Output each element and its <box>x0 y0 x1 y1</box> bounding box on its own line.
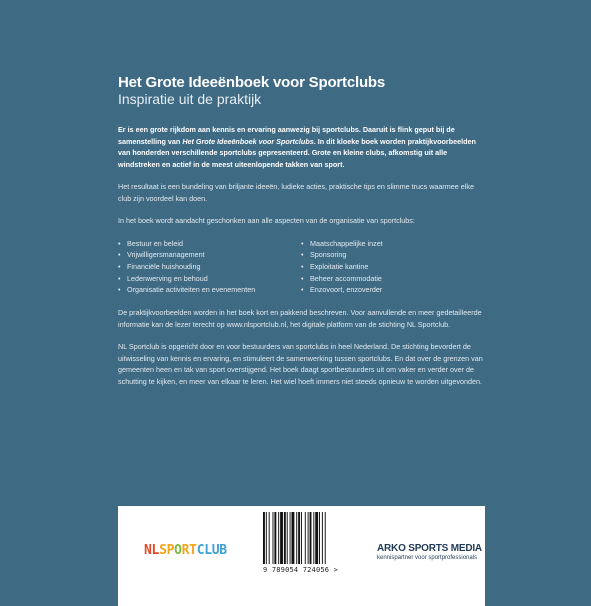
paragraph-foundation: NL Sportclub is opgericht door en voor bestuurders van sportclubs in heel Nederland. De stichting bevordert de uitwisseling van kennis en ervaring, en stimuleert de samenwerking tussen sportclubs. En dat over de grenzen van gemeenten heen en tak van sport overstijgend. Het boek daagt sportbestuurders uit om vaker en verder over de schutting te kijken, en meer van elkaar te leren. Het wiel hoeft immers niet steeds opnieuw te worden uitgevonden. <box>118 342 483 386</box>
barcode-bar <box>287 512 288 564</box>
barcode-bar <box>280 512 283 564</box>
list-item: • Vrijwilligersmanagement <box>118 249 301 261</box>
aspect-list-left <box>118 238 301 297</box>
barcode-number: 9 789054 724056 > <box>263 566 339 574</box>
intro-book-title: Het Grote Ideeënboek voor Sportclubs <box>182 136 314 146</box>
barcode-bar <box>284 512 286 564</box>
paragraph-result: Het resultaat is een bundeling van briljante ideeën, ludieke acties, praktische tips en slimme trucs waarmee elke club zijn voordeel kan doen. <box>118 182 474 203</box>
barcode-bar <box>266 512 267 564</box>
logo-o-part: O <box>174 543 182 558</box>
barcode-bar <box>319 512 320 564</box>
barcode-bar <box>310 512 312 564</box>
barcode-bar <box>296 512 297 564</box>
list-item: • Ledenwerving en behoud <box>118 273 301 285</box>
barcode-bar <box>322 512 323 564</box>
intro-paragraph <box>118 124 484 170</box>
barcode-bar <box>298 512 300 564</box>
intro-text-end: . In dit kloeke boek worden praktijkvoorbeelden van honderden verschillende sportclubs gepresenteerd. Grote en kleine clubs, afkomstig uit alle windstreken en actief in de meest uiteenlopende takken van sport. <box>118 136 476 169</box>
barcode-bar <box>274 512 276 564</box>
barcode-bar <box>292 512 295 564</box>
intro-text-start: Er is een grote rijkdom aan kennis en ervaring aanwezig bij sportclubs. Daaruit is flink geput bij de samenstelling van <box>118 125 455 146</box>
barcode-bar <box>308 512 309 564</box>
barcode-bar <box>313 512 314 564</box>
barcode-bar <box>315 512 318 564</box>
barcode-bar <box>278 512 279 564</box>
book-subtitle: Inspiratie uit de praktijk <box>118 91 262 107</box>
list-item: • Maatschappelijke inzet <box>301 238 484 250</box>
logo-sport-part: SP <box>159 543 175 558</box>
logo-club-part: CLUB <box>196 543 227 558</box>
barcode <box>263 512 348 564</box>
publisher-tagline: kennispartner voor sportprofessionals <box>377 555 478 561</box>
barcode-bar <box>290 512 291 564</box>
logo-nl-part: NL <box>144 543 160 558</box>
aspect-lists <box>118 238 484 297</box>
barcode-bar <box>273 512 274 564</box>
barcode-bar <box>305 512 306 564</box>
paragraph-examples: De praktijkvoorbeelden worden in het boek kort en pakkend beschreven. Voor aanvullende en meer gedetailleerde informatie kan de lezer terecht op www.nlsportclub.nl, het digitale platform van de stichting NL Sportclub. <box>118 308 482 329</box>
aspect-list-right <box>301 238 484 297</box>
list-item: • Enzovoort, enzoverder <box>301 284 484 296</box>
list-item: • Exploitatie kantine <box>301 261 484 273</box>
back-cover-text <box>118 74 484 398</box>
publisher-name: ARKO SPORTS MEDIA <box>377 543 482 554</box>
logo-rt-part: RT <box>181 543 197 558</box>
book-title: Het Grote Ideeënboek voor Sportclubs <box>118 74 386 91</box>
list-item: • Financiële huishouding <box>118 261 301 273</box>
paragraph-aspects: In het boek wordt aandacht geschonken aan alle aspecten van de organisatie van sportclubs: <box>118 216 415 225</box>
list-item: • Organisatie activiteiten en evenementen <box>118 284 301 296</box>
barcode-bar <box>263 512 265 564</box>
list-item: • Beheer accommodatie <box>301 273 484 285</box>
list-item: • Bestuur en beleid <box>118 238 301 250</box>
barcode-bar <box>269 512 270 564</box>
barcode-bar <box>301 512 302 564</box>
list-item: • Sponsoring <box>301 249 484 261</box>
barcode-bar <box>325 512 326 564</box>
nlsportclub-logo <box>144 543 227 558</box>
footer-panel <box>118 506 485 606</box>
